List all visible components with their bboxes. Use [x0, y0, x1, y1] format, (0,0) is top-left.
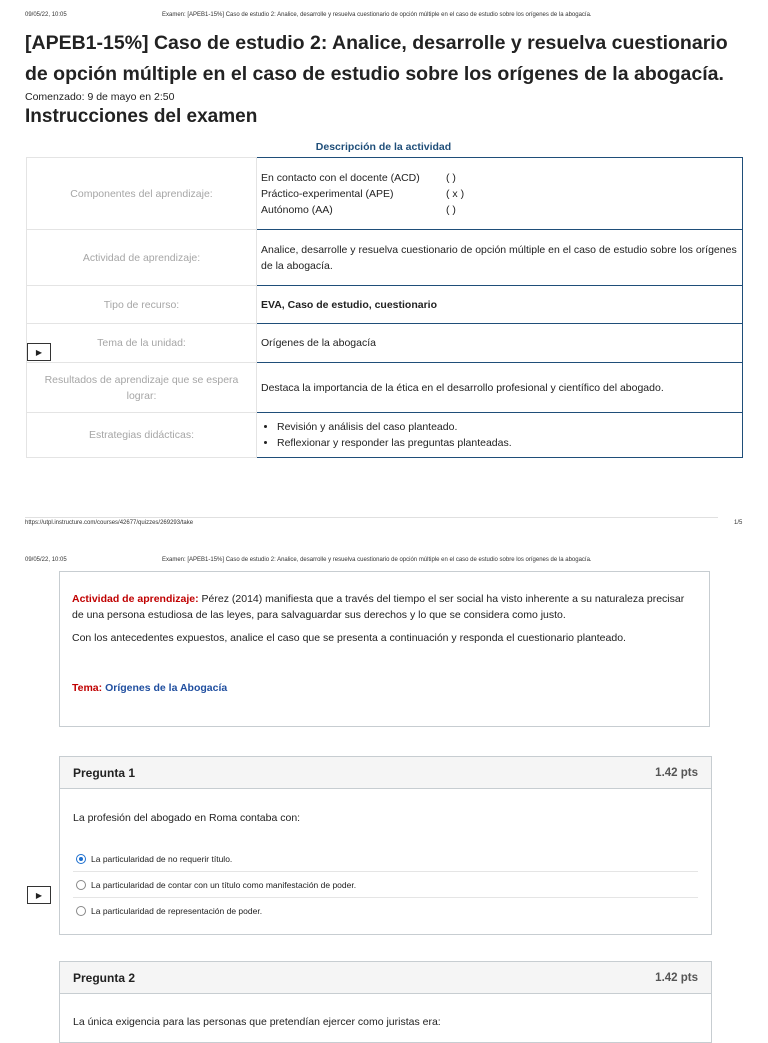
- question-2: [59, 961, 712, 1043]
- component-name: Práctico-experimental (APE): [261, 187, 394, 200]
- answer-option[interactable]: [73, 846, 698, 871]
- question-title: Pregunta 1: [73, 765, 136, 780]
- description-heading: Descripción de la actividad: [315, 141, 452, 153]
- started-time: Comenzado: 9 de mayo en 2:50: [25, 91, 175, 103]
- strategy-item: • Revisión y análisis del caso planteado.: [277, 419, 738, 435]
- table-row: [27, 158, 743, 230]
- question-1: [59, 756, 712, 935]
- question-header: [60, 757, 711, 789]
- component-mark: ( x ): [446, 187, 465, 200]
- row-value: Destaca la importancia de la ética en el desarrollo profesional y científico del abogado.: [257, 363, 743, 413]
- play-button[interactable]: [27, 343, 51, 361]
- row-label: Tema de la unidad:: [27, 324, 257, 363]
- row-label: Estrategias didácticas:: [27, 413, 257, 458]
- activity-box: [59, 571, 710, 727]
- table-row: [27, 230, 743, 286]
- row-label: Componentes del aprendizaje:: [27, 158, 257, 230]
- radio-icon[interactable]: [76, 880, 86, 890]
- strategy-item: • Reflexionar y responder las preguntas planteadas.: [277, 435, 738, 451]
- component-mark: ( ): [446, 171, 456, 184]
- print-title: Examen: [APEB1-15%] Caso de estudio 2: Analice, desarrolle y resuelva cuestionario de opción múltiple en el caso de estudio sobre los orígenes de la abogacía.: [162, 557, 592, 563]
- print-datetime: 09/05/22, 10:05: [25, 12, 67, 18]
- instructions-heading: Instrucciones del examen: [25, 106, 258, 127]
- question-points: 1.42 pts: [655, 766, 698, 779]
- row-value: [257, 413, 743, 458]
- activity-text: Pérez (2014) manifiesta que a través del tiempo el ser social ha visto inherente a su naturaleza precisar de una persona estudiosa de las leyes, para salvaguardar sus derechos y lo que se considera como justo.: [72, 593, 685, 621]
- question-text: La profesión del abogado en Roma contaba con:: [73, 812, 301, 824]
- topic-label: Tema:: [72, 682, 103, 694]
- print-url: https://utpl.instructure.com/courses/42677/quizzes/269293/take: [25, 520, 194, 526]
- activity-paragraph-2: Con los antecedentes expuestos, analice el caso que se presenta a continuación y responda el cuestionario planteado.: [72, 632, 626, 644]
- row-label: Tipo de recurso:: [27, 286, 257, 324]
- page-divider: [25, 517, 718, 518]
- answer-label: La particularidad de contar con un título como manifestación de poder.: [91, 879, 357, 890]
- component-mark: ( ): [446, 203, 456, 216]
- activity-label: Actividad de aprendizaje:: [72, 593, 199, 605]
- row-value: [257, 158, 743, 230]
- radio-icon[interactable]: [76, 906, 86, 916]
- question-text: La única exigencia para las personas que pretendían ejercer como juristas era:: [73, 1016, 441, 1028]
- activity-paragraph: [72, 591, 697, 623]
- component-name: En contacto con el docente (ACD): [261, 171, 420, 184]
- description-table: [26, 157, 743, 458]
- play-button[interactable]: [27, 886, 51, 904]
- row-label: Actividad de aprendizaje:: [27, 230, 257, 286]
- topic-line: [72, 680, 697, 696]
- page-title: [APEB1-15%] Caso de estudio 2: Analice, desarrolle y resuelva cuestionario de opción múltiple en el caso de estudio sobre los orígenes de la abogacía.: [25, 32, 728, 85]
- table-row: [27, 286, 743, 324]
- print-page-number: 1/5: [734, 520, 743, 526]
- question-header: [60, 962, 711, 994]
- topic-value: Orígenes de la Abogacía: [102, 682, 228, 694]
- row-value: Analice, desarrolle y resuelva cuestionario de opción múltiple en el caso de estudio sobre los orígenes de la abogacía.: [257, 230, 743, 286]
- table-row: [27, 363, 743, 413]
- question-points: 1.42 pts: [655, 971, 698, 984]
- row-value: Orígenes de la abogacía: [257, 324, 743, 363]
- play-triangle-icon: ▶: [35, 347, 43, 357]
- answer-option[interactable]: [73, 871, 698, 897]
- question-title: Pregunta 2: [73, 970, 136, 985]
- print-datetime: 09/05/22, 10:05: [25, 557, 67, 563]
- play-triangle-icon: ▶: [35, 890, 43, 900]
- answer-label: La particularidad de representación de poder.: [91, 905, 263, 916]
- answer-option[interactable]: [73, 897, 698, 923]
- answer-list: [60, 846, 711, 923]
- row-label: Resultados de aprendizaje que se espera lograr:: [27, 363, 257, 413]
- print-title: Examen: [APEB1-15%] Caso de estudio 2: Analice, desarrolle y resuelva cuestionario de opción múltiple en el caso de estudio sobre los orígenes de la abogacía.: [162, 12, 592, 18]
- table-row: [27, 324, 743, 363]
- component-name: Autónomo (AA): [261, 203, 333, 216]
- radio-icon[interactable]: [76, 854, 86, 864]
- row-value: EVA, Caso de estudio, cuestionario: [257, 286, 743, 324]
- answer-label: La particularidad de no requerir título.: [91, 853, 233, 864]
- table-row: [27, 413, 743, 458]
